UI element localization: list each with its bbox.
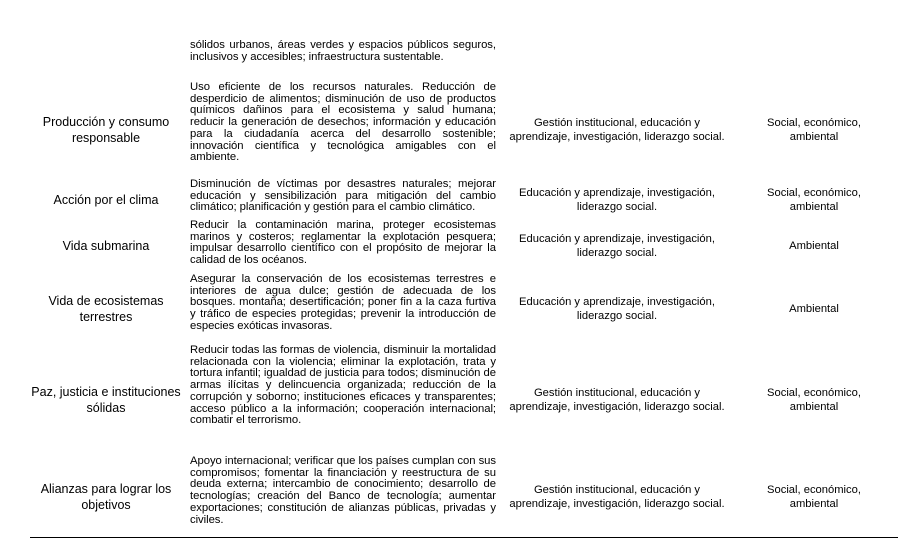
goal-cell: Paz, justicia e instituciones sólidas: [31, 385, 181, 415]
leadership-cell: Educación y aprendizaje, investigación, liderazgo social.: [519, 186, 715, 213]
continued-description: sólidos urbanos, áreas verdes y espacios públicos seguros, inclusivos y accesibles; infraestructura sustentable.: [190, 39, 496, 63]
goal-cell: Acción por el clima: [53, 192, 159, 207]
dimension-cell: Social, económico, ambiental: [767, 484, 861, 510]
goal-cell: Producción y consumo responsable: [42, 115, 170, 145]
description-cell: Disminución de víctimas por desastres naturales; mejorar educación y sensibilización para mitigación del cambio climático; planificación y gestión para el cambio climático.: [190, 178, 496, 214]
description-cell: Apoyo internacional; verificar que los países cumplan con sus compromisos; fomentar la financiación y reestructura de su deuda externa; intercambio de conocimiento; desarrollo de tecnologías; creación del Banco de tecnología; aumentar exportaciones; constitución de alianzas públicas, privadas y civiles.: [190, 455, 496, 526]
leadership-cell: Gestión institucional, educación y aprendizaje, investigación, liderazgo social.: [509, 484, 725, 510]
table-row: [0, 179, 898, 220]
goal-cell: Vida submarina: [62, 239, 150, 253]
table-bottom-rule: [30, 537, 898, 538]
description-cell: Reducir la contaminación marina, proteger ecosistemas marinos y costeros; reglamentar la explotación pesquera; impulsar desarrollo científico con el propósito de mejorar la calidad de los océanos.: [190, 219, 496, 267]
table-row: [0, 82, 898, 178]
dimension-cell: Social, económico, ambiental: [767, 387, 861, 413]
description-cell: Uso eficiente de los recursos naturales. Reducción de desperdicio de alimentos; disminución de uso de productos químicos dañinos para el ecosistema y salud humana; reducir la generación de desechos; información y educación para la ciudadanía acerca del desarrollo sostenible; innovación científica y tecnológica amigables con el ambiente.: [190, 81, 496, 164]
table-row: [0, 274, 898, 344]
leadership-cell: Educación y aprendizaje, investigación, liderazgo social.: [519, 296, 715, 322]
description-cell: Reducir todas las formas de violencia, disminuir la mortalidad relacionada con la violencia; eliminar la explotación, trata y tortura infantil; igualdad de justicia para todos; disminución de armas ilícitas y delincuencia organizada; reducción de la corrupción y soborno; instituciones eficaces y transparentes; acceso público a la información; cooperación internacional; combatir el terrorismo.: [190, 344, 496, 427]
dimension-cell: Ambiental: [789, 303, 839, 315]
dimension-cell: Social, económico, ambiental: [767, 117, 861, 143]
description-cell: Asegurar la conservación de los ecosistemas terrestres e interiores de agua dulce; gestión de adecuada de los bosques. montaña; desertificación; poner fin a la caza furtiva y tráfico de especies protegidas; prevenir la introducción de especies exóticas invasoras.: [190, 273, 496, 332]
table-row: [0, 345, 898, 455]
leadership-cell: Educación y aprendizaje, investigación, liderazgo social.: [519, 233, 715, 259]
leadership-cell: Gestión institucional, educación y aprendizaje, investigación, liderazgo social.: [509, 387, 725, 413]
table-row: [0, 456, 898, 538]
goal-cell: Alianzas para lograr los objetivos: [40, 482, 172, 512]
leadership-cell: Gestión institucional, educación y aprendizaje, investigación, liderazgo social.: [509, 117, 725, 143]
table-row: [0, 220, 898, 272]
dimension-cell: Ambiental: [789, 240, 839, 252]
goal-cell: Vida de ecosistemas terrestres: [48, 294, 164, 324]
dimension-cell: Social, económico, ambiental: [767, 186, 861, 213]
